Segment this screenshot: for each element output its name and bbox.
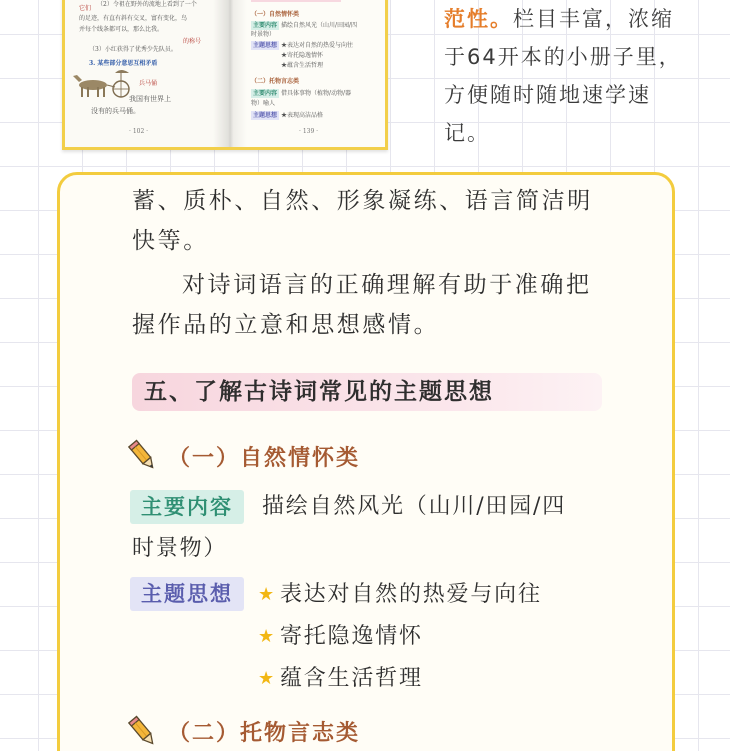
intro-line: 于64开本的小册子里， [444, 45, 682, 69]
book-line: 借具体事物（植物/动物/器 [281, 90, 352, 97]
book-line: 时景物） [251, 31, 276, 38]
image-caption: 兵马俑 [139, 80, 158, 87]
book-left-page [65, 0, 229, 147]
book-line: ★蕴含生活哲理 [281, 62, 324, 69]
paragraph-line: 蓄、质朴、自然、形象凝练、语言简洁明 [132, 188, 593, 214]
theme-item: ★ 寄托隐逸情怀 [258, 624, 423, 649]
terracotta-chariot-illustration [71, 67, 137, 99]
book-line: 并每个线条都可以，那么比我。 [79, 26, 164, 33]
page-number: · 102 · [129, 128, 149, 135]
paragraph-line: 对诗词语言的正确理解有助于准确把 [182, 272, 592, 298]
book-line: 物）喻人 [251, 100, 276, 107]
intro-text [444, 0, 694, 152]
pencil-icon [128, 438, 158, 474]
margin-note: 它们 [79, 5, 92, 12]
section-title: 五、了解古诗词常见的主题思想 [144, 378, 494, 405]
content-label: 主要内容 [130, 490, 244, 524]
group-title: （一）自然情怀类 [168, 445, 361, 471]
book-preview-image [62, 0, 388, 150]
book-label: 主要内容 [253, 90, 278, 97]
intro-highlight: 范性。 [444, 7, 513, 31]
intro-line: 记。 [444, 121, 490, 145]
content-description: 时景物） [132, 536, 228, 561]
book-line: ★寄托隐逸情怀 [281, 52, 324, 59]
book-label: 主要内容 [253, 22, 278, 29]
intro-line: 栏目丰富，浓缩 [513, 7, 674, 31]
book-line: （2）令祖在野外的流地上看到了一个 [97, 1, 197, 8]
star-icon: ★ [258, 668, 276, 689]
content-description: 描绘自然风光（山川/田园/四 [262, 494, 567, 519]
intro-line: 方便随时随地速学速 [444, 83, 651, 107]
book-line: ★表达对自然的热爱与向往 [281, 42, 354, 49]
book-line: 没有的兵马俑。 [91, 107, 140, 115]
book-line: 的足迹，有直有斜有交叉，富有变化，鸟 [79, 15, 188, 22]
book-line: 我国有世界上 [129, 95, 171, 103]
group-title: （二）托物言志类 [168, 720, 361, 746]
paragraph-line: 握作品的立意和思想感情。 [132, 312, 440, 338]
book-heading: 3. 某些部分意思互相矛盾 [89, 60, 158, 67]
theme-label: 主题思想 [130, 577, 244, 611]
margin-note: 的称号 [183, 38, 202, 45]
book-line: （3）小红获得了优秀少先队员。 [89, 46, 177, 53]
theme-item: ★ 表达对自然的热爱与向往 [258, 582, 542, 607]
book-line: ★表现高洁品格 [281, 112, 324, 119]
book-group-title: （二）托物言志类 [251, 78, 300, 85]
book-right-page [229, 0, 385, 147]
book-gutter-shadow [213, 0, 247, 147]
star-icon: ★ [258, 584, 276, 605]
book-label: 主题思想 [253, 112, 278, 119]
book-group-title: （一）自然情怀类 [251, 11, 300, 18]
paragraph-line: 快等。 [132, 228, 209, 254]
pencil-icon [128, 714, 158, 750]
book-label: 主题思想 [253, 42, 278, 49]
page-number: · 139 · [299, 128, 319, 135]
star-icon: ★ [258, 626, 276, 647]
theme-item: ★ 蕴含生活哲理 [258, 666, 423, 691]
book-section-header [251, 0, 341, 2]
book-line: 描绘自然风光（山川/田园/四 [281, 22, 358, 29]
